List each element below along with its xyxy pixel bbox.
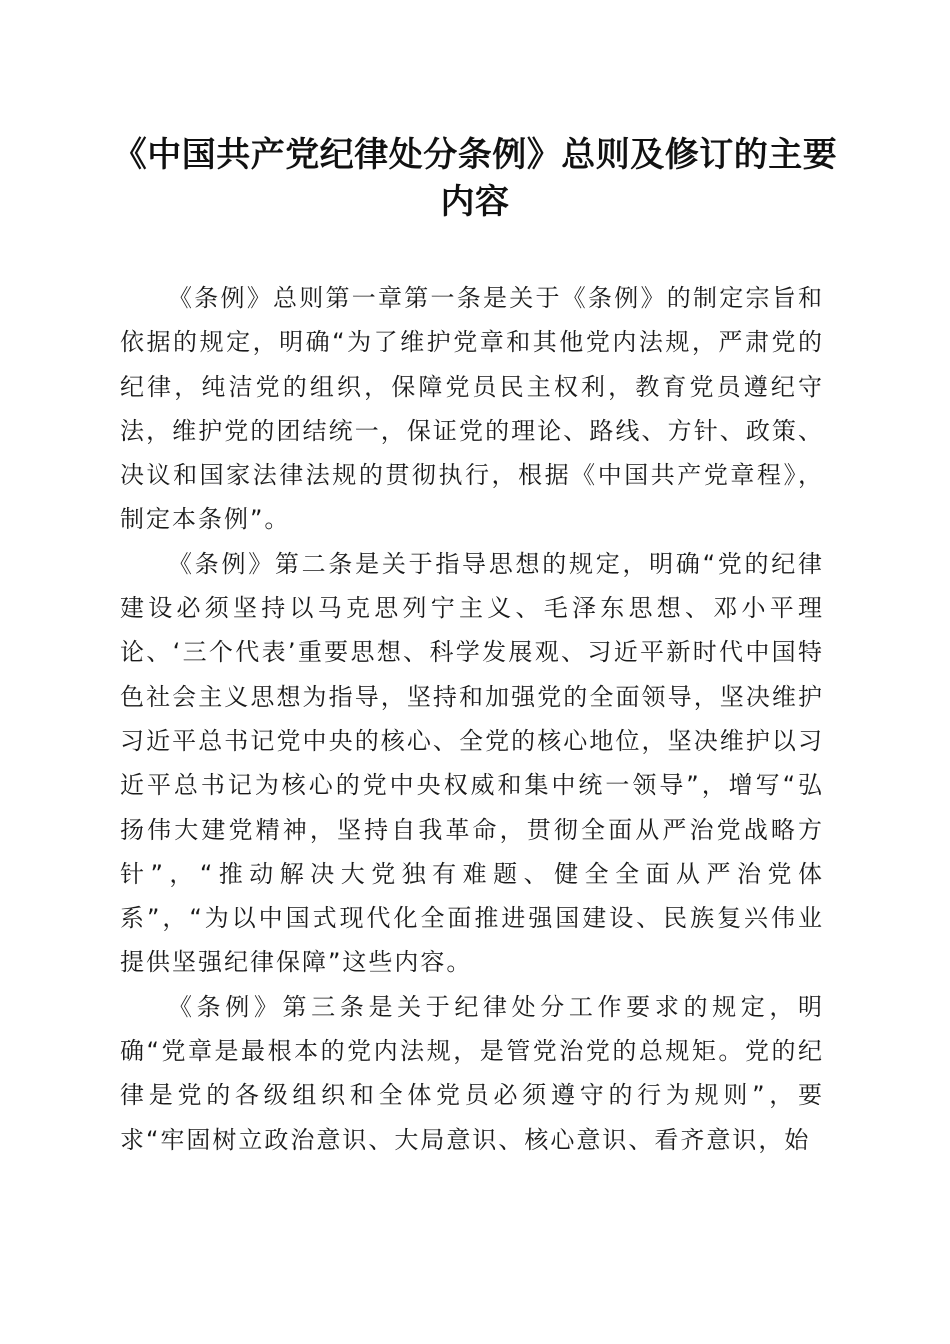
paragraph-article-3: 《条例》第三条是关于纪律处分工作要求的规定，明确“党章是最根本的党内法规，是管党治党的总规矩。党的纪律是党的各级组织和全体党员必须遵守的行为规则”，要求“牢固树立政治意识、大局意识、核心意识、看齐意识，始 — [120, 992, 824, 1154]
paragraph-article-2: 《条例》第二条是关于指导思想的规定，明确“党的纪律建设必须坚持以马克思列宁主义、毛泽东思想、邓小平理论、‘三个代表’重要思想、科学发展观、习近平新时代中国特色社会主义思想为指导，坚持和加强党的全面领导，坚决维护习近平总书记党中央的核心、全党的核心地位，坚决维护以习近平总书记为核心的党中央权威和集中统一领导”，增写“弘扬伟大建党精神，坚持自我革命，贯彻全面从严治党战略方针”，“推动解决大党独有难题、健全全面从严治党体系”，“为以中国式现代化全面推进强国建设、民族复兴伟业提供坚强纪律保障”这些内容。 — [120, 549, 824, 977]
paragraph-article-1: 《条例》总则第一章第一条是关于《条例》的制定宗旨和依据的规定，明确“为了维护党章和其他党内法规，严肃党的纪律，纯洁党的组织，保障党员民主权利，教育党员遵纪守法，维护党的团结统一，保证党的理论、路线、方针、政策、决议和国家法律法规的贯彻执行，根据《中国共产党章程》，制定本条例”。 — [120, 284, 824, 534]
document-body — [120, 276, 824, 1162]
document-title: 《中国共产党纪律处分条例》总则及修订的主要内容 — [112, 135, 838, 222]
